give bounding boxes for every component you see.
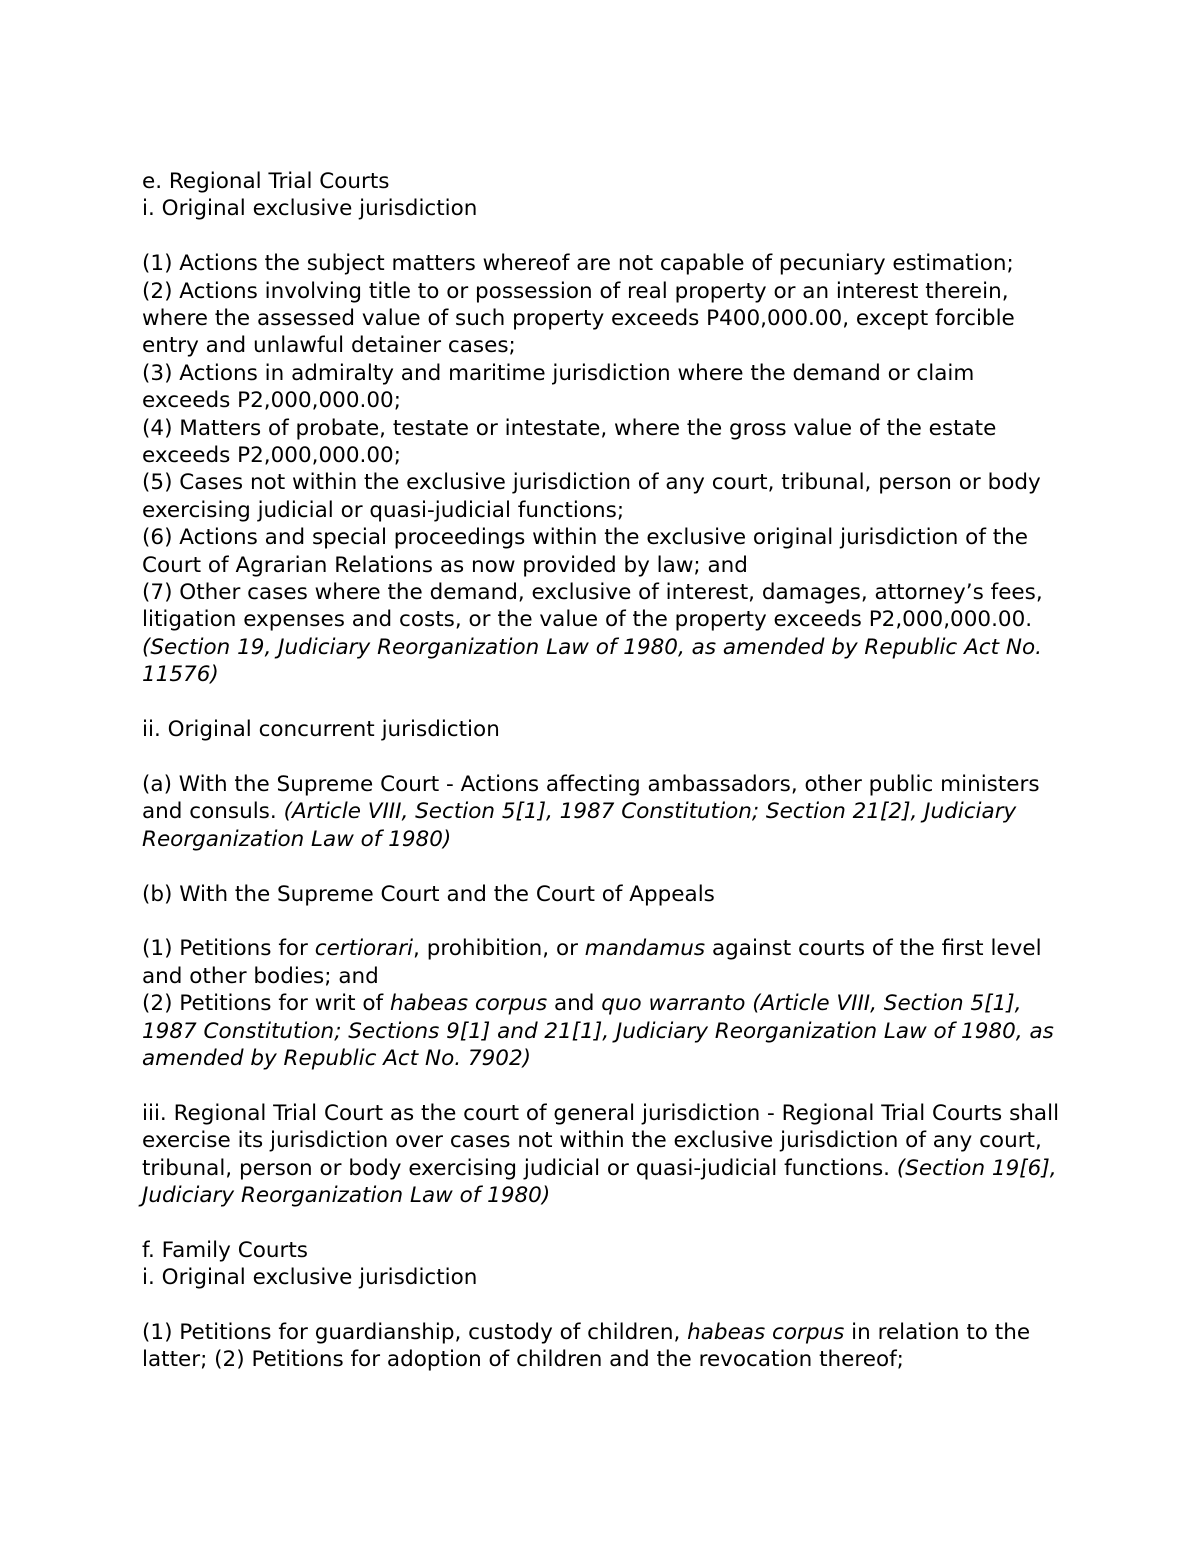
item-text: , prohibition, or [413, 936, 585, 962]
document-page [142, 168, 1062, 1374]
family-exclusive-items [142, 1319, 1062, 1374]
rtc-concurrent-heading: ii. Original concurrent jurisdiction [142, 717, 500, 743]
spacer [142, 744, 1062, 771]
spacer [142, 689, 1062, 716]
rtc-exclusive-heading: i. Original exclusive jurisdiction [142, 196, 478, 222]
item-text: (a) With the Supreme Court - Actions affecting ambassadors, other public ministers and consuls. [142, 771, 1040, 825]
family-heading: f. Family Courts [142, 1237, 308, 1263]
latin-term: mandamus [584, 936, 706, 962]
rtc-general-jurisdiction [142, 1100, 1062, 1210]
citation: (Section 19[6], Judiciary Reorganization Law of 1980) [142, 1155, 1057, 1208]
family-exclusive-heading: i. Original exclusive jurisdiction [142, 1265, 478, 1291]
item-text: (7) Other cases where the demand, exclusive of interest, damages, attorney’s fees, litigation expenses and costs, or the value of the property exceeds P2,000,000.00. [142, 580, 1043, 633]
spacer [142, 853, 1062, 880]
latin-term: habeas corpus [389, 991, 548, 1017]
rtc-concurrent-item-b2 [142, 990, 1062, 1072]
item-text: (2) Petitions for writ of [142, 991, 390, 1017]
spacer [142, 1292, 1062, 1319]
item-text: (1) Petitions for [142, 936, 315, 962]
item-text: (1) Petitions for guardianship, custody of children, [142, 1319, 688, 1345]
rtc-exclusive-item-6: (6) Actions and special proceedings within the exclusive original jurisdiction of the Court of Agrarian Relations as now provided by law; and [142, 525, 1029, 578]
rtc-exclusive-item-4: (4) Matters of probate, testate or intestate, where the gross value of the estate exceeds P2,000,000.00; [142, 415, 997, 469]
rtc-heading: e. Regional Trial Courts [142, 169, 390, 194]
latin-term: habeas corpus [687, 1319, 845, 1345]
citation: (Section 19, Judiciary Reorganization Law of 1980, as amended by Republic Act No. 11576) [142, 634, 1042, 688]
item-text: and [547, 991, 602, 1017]
latin-term: quo warranto [601, 991, 746, 1017]
rtc-concurrent-item-b1 [142, 935, 1062, 990]
latin-term: certiorari [314, 936, 414, 962]
item-text: against courts of the first level and other bodies; and [142, 936, 1042, 989]
spacer [142, 1072, 1062, 1099]
rtc-exclusive-item-5: (5) Cases not within the exclusive jurisdiction of any court, tribunal, person or body exercising judicial or quasi-judicial functions; [142, 470, 1041, 523]
rtc-exclusive-item-1: (1) Actions the subject matters whereof are not capable of pecuniary estimation; [142, 251, 1014, 277]
citation: (Article VIII, Section 5[1], 1987 Constitution; Section 21[2], Judiciary Reorganization Law of 1980) [142, 799, 1017, 852]
rtc-concurrent-item-a [142, 771, 1062, 853]
spacer [142, 908, 1062, 935]
item-text: in relation to the latter; (2) Petitions for adoption of children and the revocation thereof; [142, 1319, 1031, 1373]
rtc-exclusive-item-7 [142, 579, 1062, 689]
spacer [142, 223, 1062, 250]
rtc-exclusive-item-2: (2) Actions involving title to or possession of real property or an interest therein, where the assessed value of such property exceeds P400,000.00, except forcible entry and unlawful detainer cases; [142, 278, 1015, 359]
citation: (Article VIII, Section 5[1], 1987 Constitution; Sections 9[1] and 21[1], Judiciary Reorganization Law of 1980, as amended by Republic Act No. 7902) [142, 991, 1054, 1071]
rtc-exclusive-item-3: (3) Actions in admiralty and maritime jurisdiction where the demand or claim exceeds P2,000,000.00; [142, 360, 975, 414]
spacer [142, 1209, 1062, 1236]
rtc-concurrent-item-b-heading: (b) With the Supreme Court and the Court of Appeals [142, 881, 715, 907]
item-text: iii. Regional Trial Court as the court of general jurisdiction - Regional Trial Courts shall exercise its jurisdiction over cases not within the exclusive jurisdiction of any court, tribunal, person or body exercising judicial or quasi-judicial functions. [142, 1100, 1060, 1181]
